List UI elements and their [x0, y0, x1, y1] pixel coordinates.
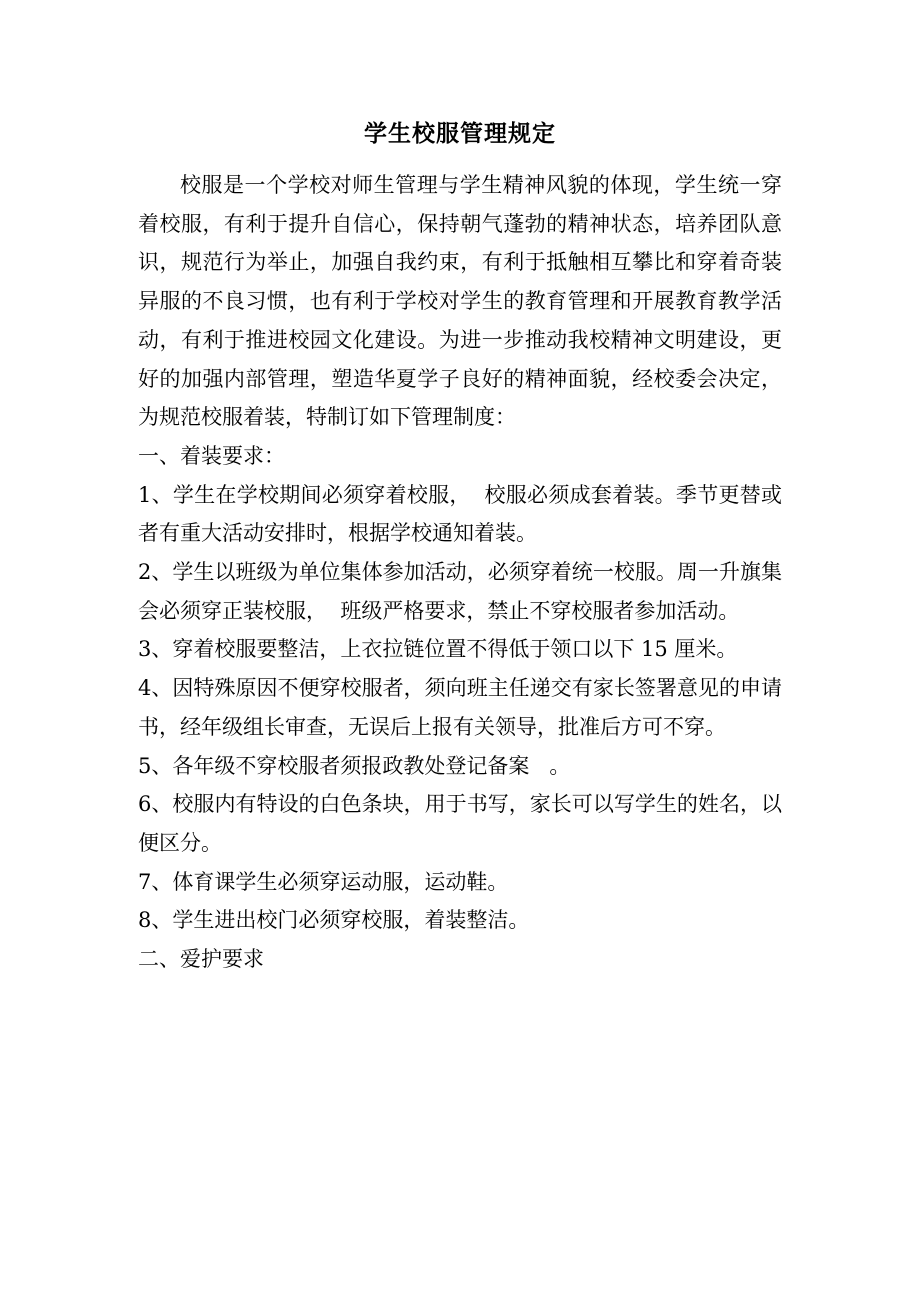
intro-paragraph: 校服是一个学校对师生管理与学生精神风貌的体现，学生统一穿着校服，有利于提升自信心，保持朝气蓬勃的精神状态，培养团队意识，规范行为举止，加强自我约束，有利于抵触相互攀比和穿着奇装异服的不良习惯，也有利于学校对学生的教育管理和开展教育教学活动，有利于推进校园文化建设。为进一步推动我校精神文明建设，更好的加强内部管理，塑造华夏学子良好的精神面貌，经校委会决定，为规范校服着装，特制订如下管理制度： [138, 173, 782, 430]
rule-item: 4、因特殊原因不便穿校服者，须向班主任递交有家长签署意见的申请书，经年级组长审查，无误后上报有关领导，批准后方可不穿。 [138, 676, 782, 739]
rule-item: 5、各年级不穿校服者须报政教处登记备案 。 [138, 753, 571, 778]
rule-item: 8、学生进出校门必须穿校服，着装整洁。 [138, 908, 530, 933]
section-heading-dress-requirements: 一、着装要求： [138, 443, 285, 468]
document-body [138, 166, 782, 979]
document-title: 学生校服管理规定 [364, 121, 556, 147]
rule-item: 7、体育课学生必须穿运动服，运动鞋。 [138, 869, 509, 894]
rule-item: 1、学生在学校期间必须穿着校服， 校服必须成套着装。季节更替或者有重大活动安排时，根据学校通知着装。 [138, 482, 782, 546]
rule-item: 6、校服内有特设的白色条块，用于书写，家长可以写学生的姓名，以便区分。 [138, 792, 782, 855]
rule-item: 3、穿着校服要整洁，上衣拉链位置不得低于领口以下 15 厘米。 [138, 637, 738, 662]
section-heading-care-requirements: 二、爱护要求 [138, 947, 264, 972]
rule-item: 2、学生以班级为单位集体参加活动，必须穿着统一校服。周一升旗集会必须穿正装校服， 班级严格要求，禁止不穿校服者参加活动。 [138, 560, 782, 623]
